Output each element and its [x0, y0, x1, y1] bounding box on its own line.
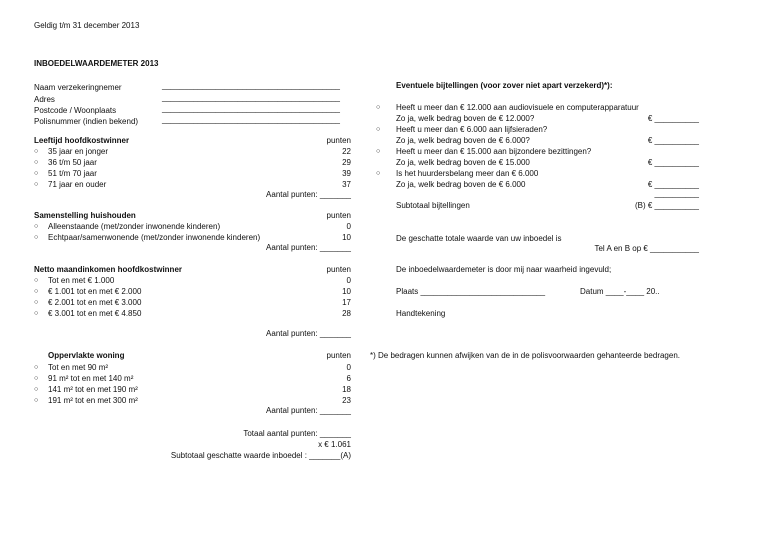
income-option-label: € 2.001 tot en met € 3.000	[48, 298, 142, 307]
field-label-policy: Polisnummer (indien bekend)	[34, 117, 139, 126]
income-option-radio[interactable]: ○	[34, 277, 39, 284]
income-option-points: 28	[342, 309, 351, 318]
extras-question: Heeft u meer dan € 6.000 aan lijfsieraden?	[396, 125, 548, 134]
extras-followup: Zo ja, welk bedrag boven de € 12.000?	[396, 114, 535, 123]
extras-subtotal-label: Subtotaal bijtellingen	[396, 201, 470, 210]
household-points-header: punten	[326, 211, 351, 220]
field-label-postcode: Postcode / Woonplaats	[34, 106, 117, 115]
income-option-points: 0	[346, 276, 351, 285]
policy-input-line[interactable]: ________________________________________	[162, 115, 340, 124]
age-option-points: 37	[342, 180, 351, 189]
extras-radio[interactable]: ○	[376, 104, 381, 111]
extras-followup: Zo ja, welk bedrag boven de € 6.000?	[396, 136, 530, 145]
extras-heading: Eventuele bijtellingen (voor zover niet apart verzekerd)*):	[396, 81, 613, 90]
household-option-label: Echtpaar/samenwonende (met/zonder inwonende kinderen)	[48, 233, 261, 242]
multiplier: x € 1.061	[318, 440, 351, 449]
area-option-points: 18	[342, 385, 351, 394]
household-option-points: 10	[342, 233, 351, 242]
area-total-points[interactable]: Aantal punten: _______	[266, 406, 351, 415]
age-option-radio[interactable]: ○	[34, 148, 39, 155]
validity-date: Geldig t/m 31 december 2013	[34, 21, 140, 30]
extras-amount[interactable]: € __________	[647, 114, 699, 123]
extras-question: Heeft u meer dan € 12.000 aan audiovisuele en computerapparatuur	[396, 103, 639, 112]
income-option-radio[interactable]: ○	[34, 288, 39, 295]
age-points-header: punten	[326, 136, 351, 145]
area-option-radio[interactable]: ○	[34, 397, 39, 404]
area-option-radio[interactable]: ○	[34, 364, 39, 371]
area-points-header: punten	[326, 351, 351, 360]
income-option-points: 17	[342, 298, 351, 307]
extras-followup: Zo ja, welk bedrag boven de € 15.000	[396, 158, 530, 167]
income-total-points[interactable]: Aantal punten: _______	[266, 329, 351, 338]
age-option-points: 22	[342, 147, 351, 156]
age-option-radio[interactable]: ○	[34, 181, 39, 188]
income-option-label: € 3.001 tot en met € 4.850	[48, 309, 142, 318]
extras-subtotal-amount[interactable]: (B) € __________	[634, 201, 699, 210]
field-label-name: Naam verzekeringnemer	[34, 83, 122, 92]
footnote: *) De bedragen kunnen afwijken van de in de polisvoorwaarden gehanteerde bedragen.	[370, 351, 680, 360]
area-option-label: 141 m² tot en met 190 m²	[48, 385, 138, 394]
subtotal-estimate[interactable]: Subtotaal geschatte waarde inboedel : _______(A)	[170, 451, 351, 460]
area-heading: Oppervlakte woning	[48, 351, 125, 360]
date-field[interactable]: Datum ____-____ 20..	[580, 287, 660, 296]
age-heading: Leeftijd hoofdkostwinner	[34, 136, 130, 145]
extras-amount[interactable]: € __________	[647, 180, 699, 189]
extras-followup: Zo ja, welk bedrag boven de € 6.000	[396, 180, 526, 189]
household-option-radio[interactable]: ○	[34, 223, 39, 230]
extras-question: Heeft u meer dan € 15.000 aan bijzondere bezittingen?	[396, 147, 592, 156]
extras-amount[interactable]: € __________	[647, 158, 699, 167]
age-option-radio[interactable]: ○	[34, 170, 39, 177]
area-option-radio[interactable]: ○	[34, 386, 39, 393]
extras-radio[interactable]: ○	[376, 170, 381, 177]
area-option-label: 191 m² tot en met 300 m²	[48, 396, 138, 405]
income-points-header: punten	[326, 265, 351, 274]
total-points[interactable]: Totaal aantal punten: _______	[243, 429, 351, 438]
address-input-line[interactable]: ________________________________________	[162, 93, 340, 102]
household-option-label: Alleenstaande (met/zonder inwonende kinderen)	[48, 222, 221, 231]
household-option-radio[interactable]: ○	[34, 234, 39, 241]
area-option-label: Tot en met 90 m²	[48, 363, 109, 372]
household-option-points: 0	[346, 222, 351, 231]
postcode-input-line[interactable]: ________________________________________	[162, 104, 340, 113]
estimate-value[interactable]: Tel A en B op € ___________	[594, 244, 699, 253]
extras-radio[interactable]: ○	[376, 148, 381, 155]
age-option-label: 36 t/m 50 jaar	[48, 158, 97, 167]
income-heading: Netto maandinkomen hoofdkostwinner	[34, 265, 183, 274]
household-heading: Samenstelling huishouden	[34, 211, 136, 220]
estimate-label: De geschatte totale waarde van uw inboedel is	[396, 234, 562, 243]
area-option-radio[interactable]: ○	[34, 375, 39, 382]
age-option-label: 71 jaar en ouder	[48, 180, 107, 189]
age-option-label: 35 jaar en jonger	[48, 147, 109, 156]
extras-radio[interactable]: ○	[376, 126, 381, 133]
form-title: INBOEDELWAARDEMETER 2013	[34, 59, 159, 68]
age-total-points[interactable]: Aantal punten: _______	[266, 190, 351, 199]
area-option-points: 23	[342, 396, 351, 405]
place-field[interactable]: Plaats ____________________________	[396, 287, 546, 296]
area-option-points: 0	[346, 363, 351, 372]
truth-statement: De inboedelwaardemeter is door mij naar waarheid ingevuld;	[396, 265, 612, 274]
income-option-radio[interactable]: ○	[34, 310, 39, 317]
age-option-label: 51 t/m 70 jaar	[48, 169, 97, 178]
income-option-label: Tot en met € 1.000	[48, 276, 115, 285]
income-option-points: 10	[342, 287, 351, 296]
extras-underline: __________	[654, 189, 699, 198]
extras-question: Is het huurdersbelang meer dan € 6.000	[396, 169, 539, 178]
age-option-radio[interactable]: ○	[34, 159, 39, 166]
income-option-label: € 1.001 tot en met € 2.000	[48, 287, 142, 296]
signature-field[interactable]: Handtekening	[396, 309, 446, 318]
household-total-points[interactable]: Aantal punten: _______	[266, 243, 351, 252]
area-option-label: 91 m² tot en met 140 m²	[48, 374, 134, 383]
name-input-line[interactable]: ________________________________________	[162, 81, 340, 90]
field-label-address: Adres	[34, 95, 55, 104]
age-option-points: 29	[342, 158, 351, 167]
age-option-points: 39	[342, 169, 351, 178]
area-option-points: 6	[346, 374, 351, 383]
income-option-radio[interactable]: ○	[34, 299, 39, 306]
extras-amount[interactable]: € __________	[647, 136, 699, 145]
